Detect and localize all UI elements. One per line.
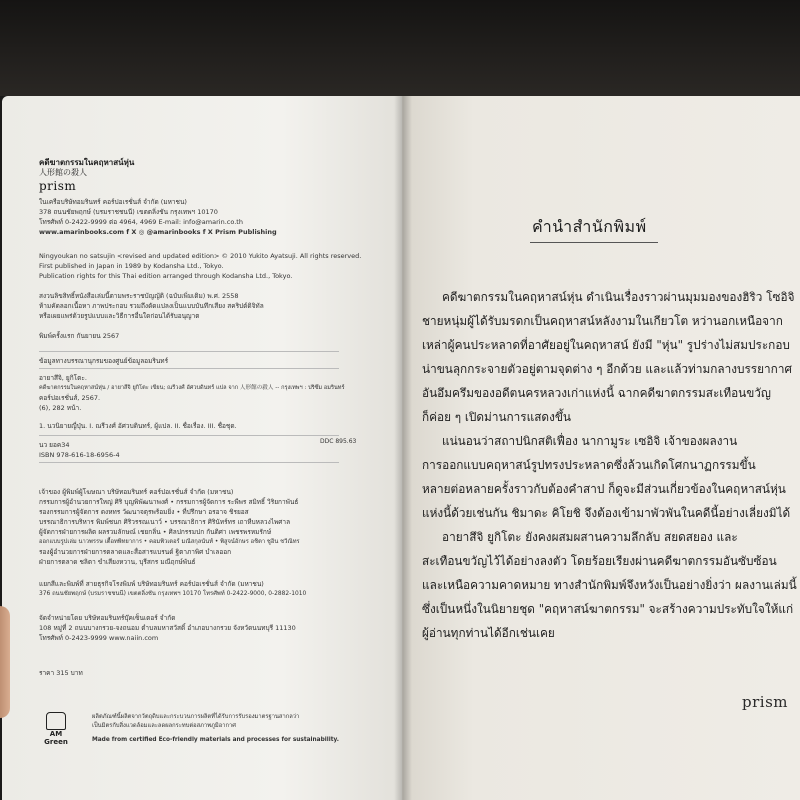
preface-paragraph-2 (422, 429, 791, 525)
book-title: คดีฆาตกรรมในคฤหาสน์หุ่น (39, 158, 135, 167)
staff-line: บรรณาธิการบริหาร พิมพ์ชนก ศิริวรรณเนาว์ • บรรณาธิการ ศิรินัทร์ทร เถาหีบหลวงไพศาล (39, 518, 291, 526)
printer-line: แยกสีและพิมพ์ที่ สายธุรกิจโรงพิมพ์ บริษัทอมรินทร์ คอร์ปอเรชั่นส์ จำกัด (มหาชน) (39, 580, 264, 588)
prism-imprint-logo: prism (742, 693, 788, 711)
prism-imprint-logo: prism (39, 179, 77, 193)
eco-line: ผลิตภัณฑ์นี้ผลิตจากวัตถุดิบและกระบวนการผลิตที่ได้รับการรับรองมาตรฐานสากลว่า (92, 714, 300, 720)
staff-line: กรรมการผู้อำนวยการใหญ่ ศิริ บุญพิพัฒนาพงศ์ • กรรมการผู้จัดการ ระพีพร สมิทธิ์ วิริยกาพันธ์ (39, 498, 299, 506)
distributor-line: 108 หมู่ที่ 2 ถนนบางกรวย-จงถนอม ตำบลมหาสวัสดิ์ อำเภอบางกรวย จังหวัดนนทบุรี 11130 (39, 624, 296, 632)
web-social-line: www.amarinbooks.com f X ◎ @amarinbooks f X Prism Publishing (39, 228, 277, 236)
divider (39, 435, 339, 436)
heading-underline (530, 242, 658, 243)
text-line: น่าขนลุกกระจายตัวอยู่ตามจุดต่าง ๆ อีกด้วย และแล้วท่ามกลางบรรยากาศ (422, 362, 792, 376)
rights-line-1: สงวนลิขสิทธิ์หนังสือเล่มนี้ตามพระราชบัญญัติ (ฉบับเพิ่มเติม) พ.ศ. 2558 (39, 292, 239, 300)
text-line: หลายต่อหลายครั้งราวกับต้องคำสาป ก็ดูจะมีส่วนเกี่ยวข้องในคฤหาสน์หุ่น (422, 482, 786, 496)
copyright-line-3: Publication rights for this Thai edition arranged through Kodansha Ltd., Tokyo. (39, 272, 293, 280)
preface-paragraph-3 (422, 525, 797, 645)
preface-paragraph-1 (422, 285, 795, 429)
preface-heading: คำนำสำนักพิมพ์ (532, 217, 647, 236)
publisher-line-1: ในเครือบริษัทอมรินทร์ คอร์ปอเรชั่นส์ จำกัด (มหาชน) (39, 198, 187, 206)
text-line: แห่งนี้ด้วยเช่นกัน ชิมาดะ คิโยชิ จึงต้องเข้ามาพัวพันในคดีนี้อย่างเลี่ยงมิได้ (422, 506, 791, 520)
text-line: เหล่าผู้คนประหลาดที่อาศัยอยู่ในคฤหาสน์ ยังมี "หุ่น" รูปร่างไม่สมประกอบ (422, 338, 790, 352)
rights-line-3: หรือเผยแพร่ด้วยรูปแบบและวิธีการอื่นใดก่อนได้รับอนุญาต (39, 312, 200, 320)
eco-leaf-icon (46, 712, 66, 730)
text-line: คดีฆาตกรรมในคฤหาสน์หุ่น ดำเนินเรื่องราวผ่านมุมมองของฮิริว โซอิจิ (442, 290, 795, 304)
cip-line: 1. นวนิยายญี่ปุ่น. I. ณรีวงศ์ อัศวบดินทร์, ผู้แปล. II. ชื่อเรื่อง. III. ชื่อชุด. (39, 422, 237, 430)
staff-line: รองผู้อำนวยการฝ่ายการตลาดและสื่อสารแบรนด์ ฐิตาภาพิศ บำเลออก (39, 548, 232, 556)
book-subtitle-japanese: 人形館の殺人 (39, 168, 87, 177)
copyright-line-1: Ningyoukan no satsujin <revised and updated edition> © 2010 Yukito Ayatsuji. All rights reserved. (39, 252, 362, 260)
copyright-page (2, 96, 402, 800)
open-book (2, 96, 800, 800)
cip-line: (6), 282 หน้า. (39, 404, 82, 412)
cip-header: ข้อมูลทางบรรณานุกรมของศูนย์ข้อมูลอมรินทร์ (39, 357, 169, 365)
cip-line: คอร์ปอเรชั่นส์, 2567. (39, 394, 101, 402)
staff-line: ฝ่ายการตลาด ชลิตา ขำเสียงหวาน, บุรีสกร มณีฤกษ์พันธ์ (39, 558, 196, 566)
rights-line-2: ห้ามคัดลอกเนื้อหา ภาพประกอบ รวมถึงดัดแปลงเป็นแบบบันทึกเสียง สคริปต์ดิจิทัล (39, 302, 264, 310)
publisher-line-3: โทรศัพท์ 0-2422-9999 ต่อ 4964, 4969 E-mail: info@amarin.co.th (39, 218, 243, 226)
price: ราคา 315 บาท (39, 669, 83, 677)
text-line: สะเทือนขวัญไว้ได้อย่างลงตัว โดยร้อยเรียงผ่านคดีฆาตกรรมอันซับซ้อน (422, 554, 777, 568)
text-line: อายาสึจิ ยูกิโตะ ยังคงผสมผสานความลึกลับ สยดสยอง และ (442, 530, 738, 544)
am-green-logo-text-2: Green (44, 738, 68, 746)
copyright-line-2: First published in Japan in 1989 by Kodansha Ltd., Tokyo. (39, 262, 224, 270)
book-gutter-shadow (394, 96, 412, 800)
publisher-line-2: 378 ถนนชัยพฤกษ์ (บรมราชชนนี) เขตตลิ่งชัน กรุงเทพฯ 10170 (39, 208, 218, 216)
call-number: นว ยอค34 (39, 441, 70, 449)
distributor-line: โทรศัพท์ 0-2423-9999 www.naiin.com (39, 634, 159, 642)
text-line: ก็ค่อย ๆ เปิดม่านการแสดงขึ้น (422, 410, 571, 424)
staff-line: รองกรรมการผู้จัดการ ดงหทร วัฒนาจตุรพร้อมยิ่ง • ที่ปรึกษา อรอาจ ชิรยอส (39, 508, 249, 516)
cip-line: คดีฆาตกรรมในคฤหาสน์หุ่น / อายาสึจิ ยูกิโตะ เขียน; ณรีวงศ์ อัศวบดินทร์ แปล จาก 人形館の殺人 -- กรุงเทพฯ : ปริซึม อมรินทร์ (39, 385, 345, 391)
divider (39, 368, 339, 369)
background-dark-surface (0, 0, 800, 96)
eco-line: เป็นมิตรกับสิ่งแวดล้อมและลดผลกระทบต่อสภาพภูมิอากาศ (92, 723, 236, 729)
printer-line: 376 ถนนชัยพฤกษ์ (บรมราชชนนี) เขตตลิ่งชัน กรุงเทพฯ 10170 โทรศัพท์ 0-2422-9000, 0-2882-1010 (39, 591, 307, 597)
print-info: พิมพ์ครั้งแรก กันยายน 2567 (39, 332, 120, 340)
cip-line: อายาสึจิ, ยูกิโตะ. (39, 374, 87, 382)
eco-line-english: Made from certified Eco-friendly materials and processes for sustainability. (92, 737, 339, 743)
text-line: แน่นอนว่าสถาปนิกสติเฟื่อง นากามูระ เซอิจิ เจ้าของผลงาน (442, 434, 738, 448)
text-line: และเหนือความคาดหมาย ทางสำนักพิมพ์จึงหวังเป็นอย่างยิ่งว่า ผลงานเล่มนี้ (422, 578, 797, 592)
am-green-logo (42, 712, 70, 752)
divider (39, 351, 339, 352)
staff-line: ออกแบบรูปเล่ม นาวพรรษ เตื้อทพิทยาการ • คอมพิวเตอร์ มณีสกุลนันท์ • พิสูจน์อักษร อชิตา ชูอิน ชวีณิทร (39, 539, 300, 545)
thumb-holding-book (0, 606, 10, 718)
publisher-preface-page (402, 96, 800, 800)
divider (39, 462, 339, 463)
am-green-logo-text-1: AM (49, 730, 63, 738)
distributor-line: จัดจำหน่ายโดย บริษัทอมรินทร์บุ๊คเซ็นเตอร์ จำกัด (39, 614, 176, 622)
staff-line: เจ้าของ ผู้พิมพ์ผู้โฆษณา บริษัทอมรินทร์ คอร์ปอเรชั่นส์ จำกัด (มหาชน) (39, 488, 234, 496)
text-line: การออกแบบคฤหาสน์รูปทรงประหลาดซึ่งล้วนเกิดโศกนาฏกรรมขึ้น (422, 458, 756, 472)
staff-line: ผู้จัดการฝ่ายการผลิต ผลรวมลักษณ์ เชยกลิ่น • ศิลปกรรมปก กันติศา เพชรพรหมรักษ์ (39, 528, 272, 536)
text-line: อันอึมครึมของอดีตนครหลวงเก่าแห่งนี้ ฉากคดีฆาตกรรมสะเทือนขวัญ (422, 386, 771, 400)
isbn: ISBN 978-616-18-6956-4 (39, 451, 120, 459)
text-line: ชายหนุ่มผู้ได้รับมรดกเป็นคฤหาสน์หลังงามในเกียวโต หว่านอกเหนือจาก (422, 314, 783, 328)
text-line: ผู้อ่านทุกท่านได้อีกเช่นเคย (422, 626, 555, 640)
ddc-number: DDC 895.63 (320, 438, 357, 445)
text-line: ซึ่งเป็นหนึ่งในนิยายชุด "คฤหาสน์ฆาตกรรม" จะสร้างความประทับใจให้แก่ (422, 602, 794, 616)
